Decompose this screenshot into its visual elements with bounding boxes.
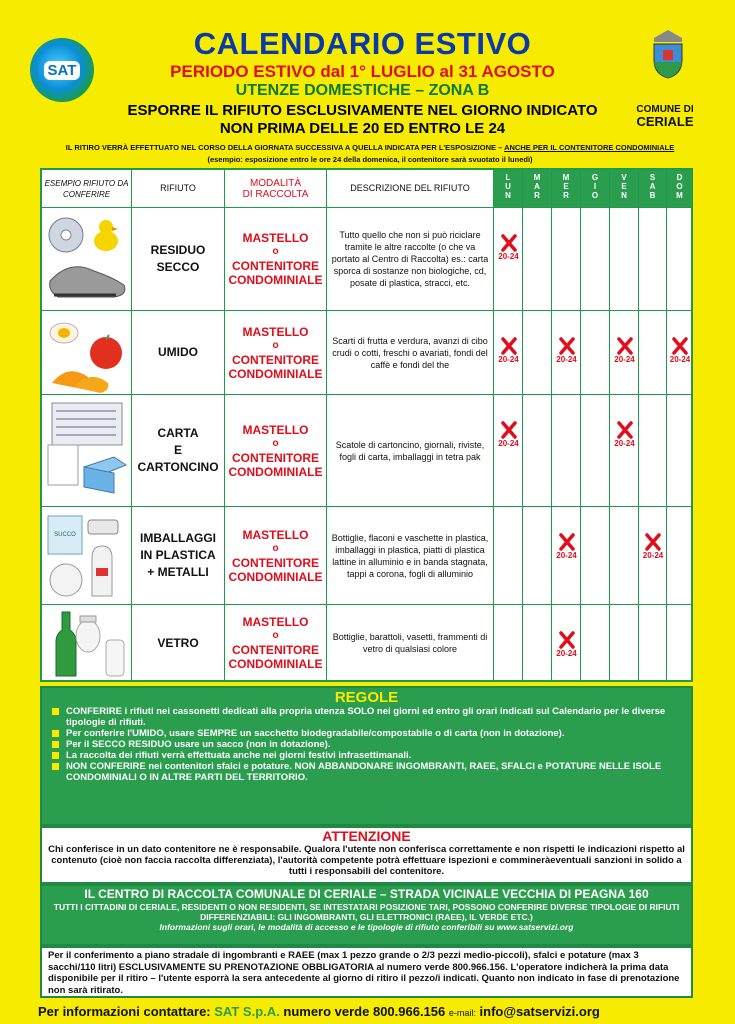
footer-contacts [38, 1004, 718, 1019]
header-example: ESEMPIO RIFIUTO DA CONFERIRE [42, 170, 132, 208]
pickup-note: IL RITIRO VERRÀ EFFETTUATO NEL CORSO DELLA GIORNATA SUCCESSIVA A QUELLA INDICATA PER L'ESPOSIZIONE – ANCHE PER IL CONTENITORE CONDOMINIALE [65, 143, 675, 152]
footer-company: SAT S.p.A. [214, 1004, 280, 1019]
attention-title: ATTENZIONE [322, 828, 411, 844]
comune-name: CERIALE [636, 114, 694, 129]
zone-subtitle: UTENZE DOMESTICHE – ZONA B [235, 82, 490, 99]
collection-method-line: o [272, 630, 279, 641]
cross-mark-icon [501, 421, 517, 439]
day-letter: M [676, 191, 683, 200]
day-cell-gio [581, 311, 610, 395]
collection-method-line: MASTELLO [242, 324, 309, 339]
collection-method-line: MASTELLO [242, 231, 309, 245]
waste-example-icon [44, 397, 130, 505]
day-cell-sab [639, 311, 667, 395]
collection-hours: 20-24 [498, 355, 519, 364]
collection-mark [553, 337, 581, 364]
day-letter: G [591, 173, 599, 182]
collection-method [225, 507, 327, 605]
collection-method-line: MASTELLO [242, 615, 309, 629]
waste-example-picture [42, 311, 132, 395]
day-letter: V [621, 173, 627, 182]
day-cell-sab [639, 605, 667, 682]
waste-example-icon [44, 510, 130, 602]
collection-mark [495, 337, 523, 364]
waste-example-picture [42, 395, 132, 507]
collection-hours: 20-24 [498, 252, 519, 261]
day-letter: O [676, 182, 683, 191]
day-letter: R [534, 191, 540, 200]
collection-mark [553, 533, 581, 560]
day-letter: U [505, 182, 511, 191]
comune-small: COMUNE DI [636, 104, 694, 115]
day-cell-mar [523, 208, 552, 311]
footer-phone: numero verde 800.966.156 [283, 1004, 446, 1019]
footer-lead: Per informazioni contattare: [38, 1004, 211, 1019]
rules-title: REGOLE [334, 689, 399, 706]
day-cell-gio [581, 507, 610, 605]
waste-example-picture [42, 507, 132, 605]
collection-center-box [40, 884, 693, 946]
waste-type-name [132, 395, 225, 507]
waste-example-icon [44, 608, 130, 678]
day-cell-lun [494, 208, 523, 311]
day-header-dom [667, 170, 693, 208]
day-cell-lun [494, 311, 523, 395]
day-letter: M [562, 173, 570, 182]
cross-mark-icon [645, 533, 661, 551]
day-letter: R [563, 191, 569, 200]
day-header-ven [610, 170, 639, 208]
day-cell-dom [667, 605, 693, 682]
collection-method-line: CONTENITORE [231, 450, 320, 465]
waste-description-text: Scatole di cartoncino, giornali, riviste, fogli di carta, imballaggi in tetra pak [335, 439, 485, 462]
day-cell-dom [667, 507, 693, 605]
collection-hours: 20-24 [614, 355, 635, 364]
day-cell-gio [581, 395, 610, 507]
sat-logo-text: SAT [44, 61, 81, 80]
day-header-mer [552, 170, 581, 208]
waste-description [327, 208, 494, 311]
cross-mark-icon [672, 337, 688, 355]
day-cell-dom [667, 311, 693, 395]
day-cell-mer [552, 507, 581, 605]
sat-logo [30, 38, 94, 102]
waste-example-icon [44, 313, 130, 393]
day-cell-gio [581, 208, 610, 311]
day-cell-ven [610, 311, 639, 395]
page-title: CALENDARIO ESTIVO [193, 26, 532, 61]
waste-example-picture [42, 605, 132, 682]
waste-type-line: IMBALLAGGI [140, 531, 216, 545]
day-cell-mer [552, 395, 581, 507]
header-modalita [225, 170, 327, 208]
collection-mark [495, 421, 523, 448]
collection-mark [495, 234, 523, 261]
day-cell-ven [610, 395, 639, 507]
day-cell-sab [639, 208, 667, 311]
waste-description-text: Bottiglie, barattoli, vasetti, frammenti di vetro di qualsiasi colore [332, 632, 488, 654]
day-cell-lun [494, 395, 523, 507]
collection-method-line: o [272, 542, 279, 554]
cross-mark-icon [559, 337, 575, 355]
waste-description [327, 395, 494, 507]
collection-method-line: CONTENITORE [231, 352, 320, 367]
collection-hours: 20-24 [556, 649, 577, 658]
day-cell-sab [639, 395, 667, 507]
day-letter: E [621, 182, 627, 191]
waste-type-name [132, 507, 225, 605]
waste-type-line: VETRO [157, 635, 199, 650]
waste-type-name [132, 605, 225, 682]
collection-mark [639, 533, 667, 560]
collection-method-line: CONTENITORE [231, 555, 320, 570]
instruction-line-2: NON PRIMA DELLE 20 ED ENTRO LE 24 [219, 120, 506, 137]
collection-mark [667, 337, 693, 364]
collection-method-line: MASTELLO [242, 422, 309, 437]
waste-type-line: UMIDO [158, 345, 198, 359]
day-cell-mer [552, 311, 581, 395]
day-letter: I [593, 182, 597, 191]
day-cell-mar [523, 605, 552, 682]
cross-mark-icon [501, 337, 517, 355]
collection-method [225, 208, 327, 311]
waste-description-text: Bottiglie, flaconi e vaschette in plastica, imballaggi in plastica, piatti di plastica lattine in alluminio e in banda stagnata, tappi a corona, fogli di alluminio [331, 532, 489, 579]
day-letter: B [649, 191, 656, 200]
day-cell-dom [667, 208, 693, 311]
collection-method-line: CONTENITORE [231, 259, 320, 273]
waste-description [327, 605, 494, 682]
comune-label [615, 104, 715, 128]
attention-text: Chi conferisce in un dato contenitore ne è responsabile. Qualora l'utente non conferisca correttamente e non rispetti le indicazioni rispetto al contenuto (cioè non faccia raccolta differenziata), l'autorità competente potrà effettuare ispezioni e commineràeventuali sanzioni in solido a tutti i responsabili del contenitore. [48, 844, 685, 877]
waste-type-line: RESIDUO [150, 243, 206, 257]
day-cell-mar [523, 311, 552, 395]
cross-mark-icon [617, 337, 633, 355]
day-letter: D [676, 173, 683, 182]
collection-method-line: o [272, 339, 279, 351]
waste-type-name [132, 208, 225, 311]
collection-hours: 20-24 [669, 355, 691, 364]
collection-method [225, 605, 327, 682]
rules-box [40, 686, 693, 826]
bulky-waste-note: Per il conferimento a piano stradale di ingombranti e RAEE (max 1 pezzo grande o 2/3 pezzi medio-piccoli), sfalci e potature (max 3 sacchi/110 litri) ESCLUSIVAMENTE SU PRENOTAZIONE OBBLIGATORIA al numero verde 800.966.156. L'operatore indicherà la prima data disponibile per il ritiro – l'utente esporrà la sera antecedente al giorno di ritiro il pezzo/i indicati. Quanto non indicato in fase di prenotazione non sarà ritirato. [40, 946, 693, 998]
period-subtitle: PERIODO ESTIVO dal 1° LUGLIO al 31 AGOSTO [170, 62, 555, 81]
day-cell-dom [667, 395, 693, 507]
header-rifiuto: RIFIUTO [132, 170, 225, 208]
waste-description [327, 507, 494, 605]
waste-type-line: + METALLI [147, 565, 209, 579]
cross-mark-icon [501, 234, 517, 252]
day-header-sab [639, 170, 667, 208]
collection-method [225, 395, 327, 507]
rule-item-5: NON CONFERIRE nei contenitori sfalci e potature. NON ABBANDONARE INGOMBRANTI, RAEE, SFALCI e POTATURE NELLE ISOLE CONDOMINIALI O IN ALTRE PARTI DEL TERRITORIO. [52, 761, 681, 783]
collection-hours: 20-24 [614, 439, 635, 448]
collection-method-line: CONDOMINIALE [228, 464, 323, 479]
day-letter: E [563, 182, 569, 191]
collection-mark [611, 337, 639, 364]
waste-type-line: E [173, 443, 182, 457]
day-header-gio [581, 170, 610, 208]
svg-text:SUCCO: SUCCO [53, 531, 76, 538]
day-letter: N [505, 191, 511, 200]
day-letter: A [649, 182, 656, 191]
collection-hours: 20-24 [556, 551, 577, 560]
collection-hours: 20-24 [498, 439, 519, 448]
day-cell-ven [610, 208, 639, 311]
header-modalita-1: MODALITÀ [249, 177, 302, 189]
calendar-table [40, 168, 693, 682]
collection-mark [611, 421, 639, 448]
rule-item-4: La raccolta dei rifiuti verrà effettuata anche nei giorni festivi infrasettimanali. [52, 750, 681, 761]
day-cell-lun [494, 507, 523, 605]
collection-method-line: CONDOMINIALE [228, 569, 323, 584]
day-cell-mer [552, 605, 581, 682]
day-cell-gio [581, 605, 610, 682]
collection-method-line: CONTENITORE [231, 643, 320, 657]
collection-method-line: MASTELLO [242, 527, 309, 542]
collection-center-title: IL CENTRO DI RACCOLTA COMUNALE DI CERIALE – STRADA VICINALE VECCHIA DI PEAGNA 160 [84, 887, 649, 901]
day-letter: O [591, 191, 599, 200]
day-cell-mar [523, 395, 552, 507]
waste-example-picture [42, 208, 132, 311]
day-header-lun [494, 170, 523, 208]
waste-type-line: CARTONCINO [137, 460, 219, 474]
instruction-line-1: ESPORRE IL RIFIUTO ESCLUSIVAMENTE NEL GIORNO INDICATO [127, 102, 598, 119]
waste-type-line: IN PLASTICA [140, 548, 216, 562]
day-cell-ven [610, 507, 639, 605]
rules-list [42, 706, 691, 783]
waste-type-line: SECCO [156, 260, 200, 274]
pickup-example: (esempio: esposizione entro le ore 24 della domenica, il contenitore sarà svuotato il lunedì) [207, 155, 533, 164]
waste-example-icon [44, 211, 130, 307]
collection-method-line: CONDOMINIALE [228, 273, 323, 287]
day-letter: M [533, 173, 541, 182]
collection-hours: 20-24 [642, 551, 664, 560]
day-cell-mar [523, 507, 552, 605]
rule-item-1: CONFERIRE i rifiuti nei cassonetti dedicati alla propria utenza SOLO nei giorni ed entro gli orari indicati sul Calendario per le diverse tipologie di rifiuti. [52, 706, 681, 728]
collection-method-line: CONDOMINIALE [228, 657, 323, 671]
day-cell-ven [610, 605, 639, 682]
collection-method [225, 311, 327, 395]
header-modalita-2: DI RACCOLTA [242, 188, 309, 200]
collection-center-info: Informazioni sugli orari, le modalità di accesso e le tipologie di rifiuto conferibili su www.satservizi.org [159, 922, 574, 932]
cross-mark-icon [559, 533, 575, 551]
waste-type-line: CARTA [157, 426, 199, 440]
header-descrizione: DESCRIZIONE DEL RIFIUTO [327, 170, 494, 208]
waste-type-name [132, 311, 225, 395]
collection-method-line: o [272, 246, 279, 257]
collection-method-line: CONDOMINIALE [228, 366, 323, 381]
day-letter: A [534, 182, 540, 191]
day-cell-mer [552, 208, 581, 311]
day-cell-lun [494, 605, 523, 682]
day-letter: S [649, 173, 656, 182]
footer-email-label: e-mail: [448, 1008, 476, 1018]
footer-email[interactable]: info@satservizi.org [479, 1004, 600, 1019]
rule-item-2: Per conferire l'UMIDO, usare SEMPRE un sacchetto biodegradabile/compostabile o di carta (non in dotazione). [52, 728, 681, 739]
day-cell-sab [639, 507, 667, 605]
collection-method-line: o [272, 437, 279, 449]
waste-description [327, 311, 494, 395]
day-header-mar [523, 170, 552, 208]
ceriale-crest-icon [648, 28, 688, 80]
attention-box [40, 826, 693, 884]
rule-item-3: Per il SECCO RESIDUO usare un sacco (non in dotazione). [52, 739, 681, 750]
cross-mark-icon [617, 421, 633, 439]
waste-description-text: Tutto quello che non si può riciclare tramite le altre raccolte (o che va portato al Centro di Raccolta) es.: carta sporca di sostanze non biologiche, cd, posate di plastica, stracci, etc. [331, 230, 489, 288]
collection-center-text: TUTTI I CITTADINI DI CERIALE, RESIDENTI O NON RESIDENTI, SE INTESTATARI POSIZIONE TARI, POSSONO CONFERIRE DIVERSE TIPOLOGIE DI RIFIUTI DIFFERENZIABILI: GLI INGOMBRANTI, GLI ELETTRONICI (RAEE), IL VERDE ETC.) [53, 902, 680, 922]
collection-mark [553, 631, 581, 658]
waste-description-text: Scarti di frutta e verdura, avanzi di cibo crudi o cotti, freschi o avariati, fondi del caffè e fondi del the [332, 335, 488, 370]
day-letter: L [505, 173, 511, 182]
day-letter: N [621, 191, 627, 200]
collection-hours: 20-24 [556, 355, 577, 364]
cross-mark-icon [559, 631, 575, 649]
